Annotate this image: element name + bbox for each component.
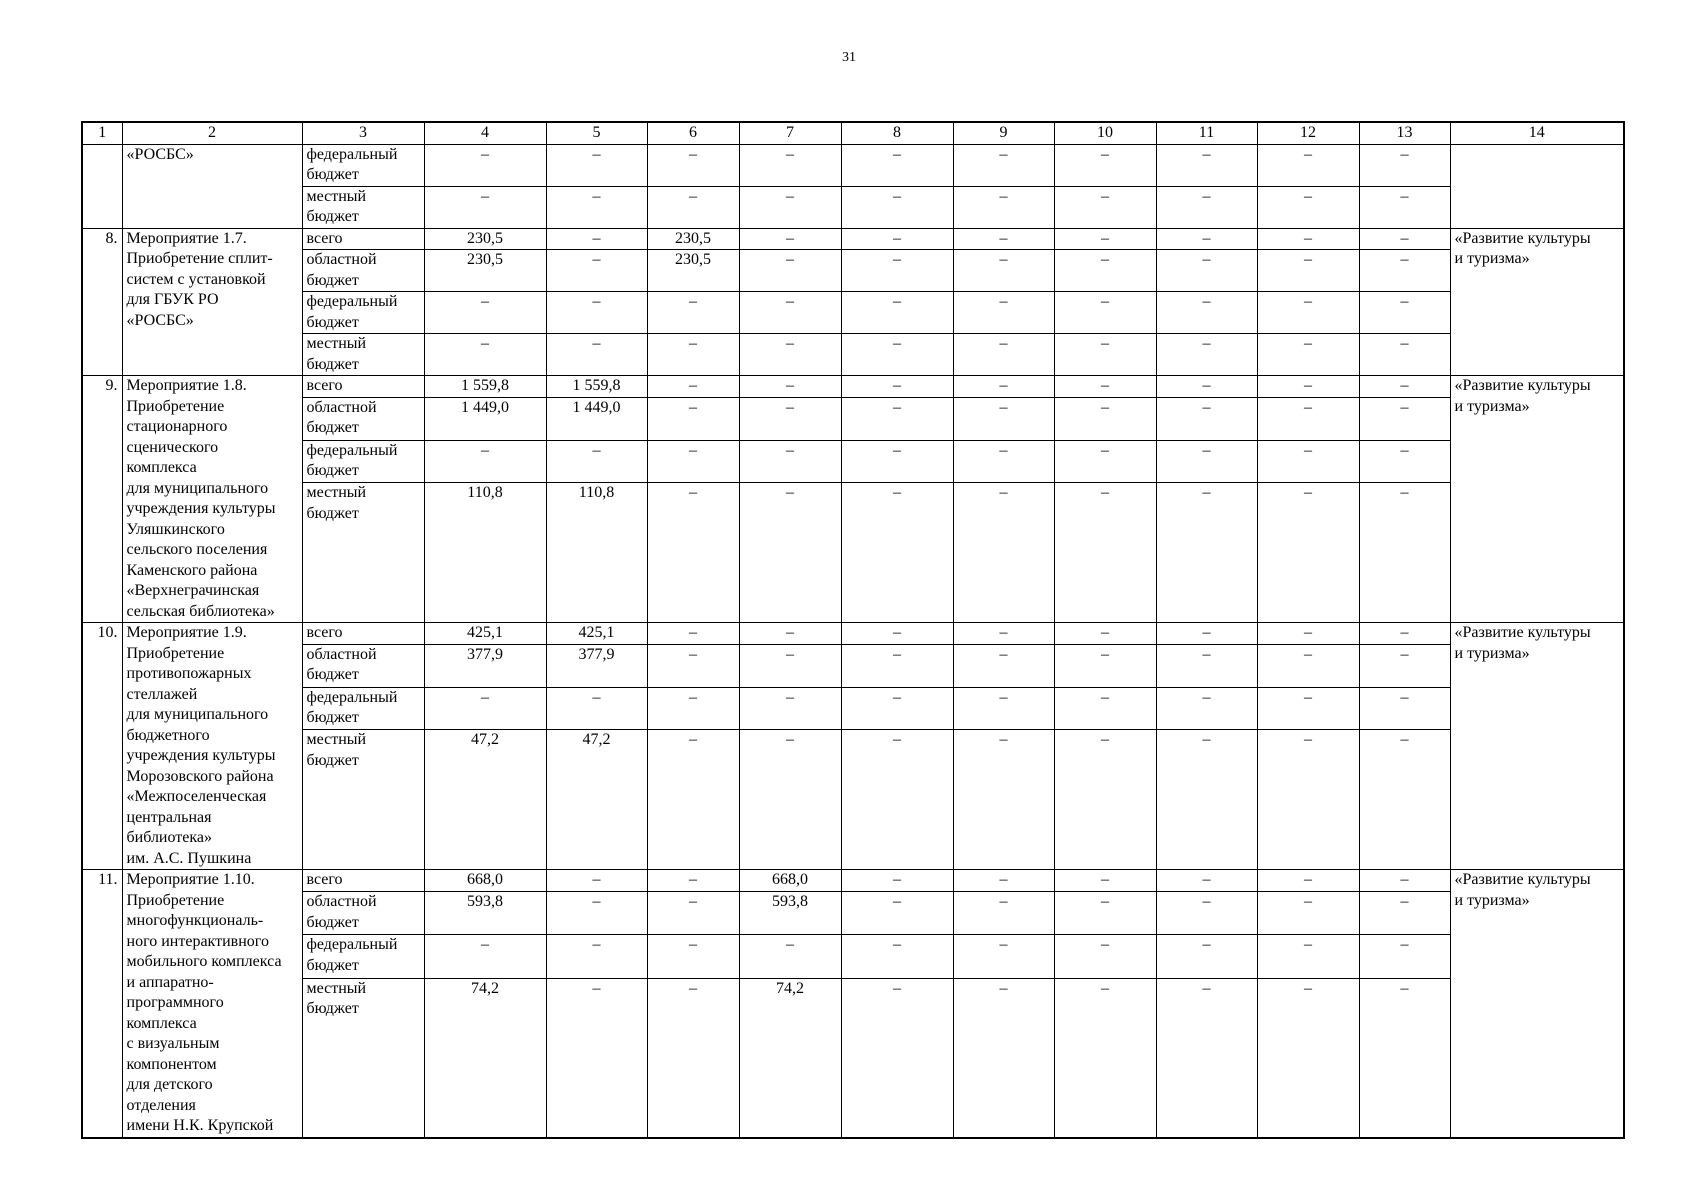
- amount-cell: –: [953, 870, 1054, 892]
- amount-cell: –: [841, 144, 953, 186]
- column-header: 9: [953, 122, 1054, 144]
- amount-cell: –: [1359, 644, 1450, 687]
- amount-cell: –: [1054, 334, 1156, 376]
- table-row: [82, 687, 1624, 730]
- budget-table: [81, 121, 1625, 1139]
- amount-cell: –: [647, 687, 739, 730]
- amount-cell: –: [841, 483, 953, 623]
- amount-cell: 593,8: [424, 892, 546, 935]
- amount-cell: –: [1054, 376, 1156, 398]
- column-header: 7: [739, 122, 841, 144]
- amount-cell: 668,0: [424, 870, 546, 892]
- row-number: 11.: [82, 870, 122, 1138]
- amount-cell: –: [739, 334, 841, 376]
- amount-cell: –: [1257, 334, 1359, 376]
- measure-name: Мероприятие 1.7. Приобретение сплит- систем с установкой для ГБУК РО «РОСБС»: [122, 228, 302, 376]
- amount-cell: –: [1054, 186, 1156, 228]
- amount-cell: –: [1257, 623, 1359, 645]
- amount-cell: –: [953, 376, 1054, 398]
- amount-cell: –: [739, 730, 841, 870]
- budget-source: всего: [302, 623, 424, 645]
- amount-cell: –: [841, 292, 953, 334]
- amount-cell: –: [1359, 334, 1450, 376]
- amount-cell: –: [1054, 730, 1156, 870]
- amount-cell: –: [1359, 687, 1450, 730]
- amount-cell: –: [739, 483, 841, 623]
- amount-cell: –: [953, 935, 1054, 978]
- budget-source: федеральный бюджет: [302, 687, 424, 730]
- amount-cell: –: [953, 644, 1054, 687]
- amount-cell: –: [1359, 483, 1450, 623]
- amount-cell: –: [1359, 978, 1450, 1137]
- amount-cell: –: [647, 644, 739, 687]
- amount-cell: –: [1359, 397, 1450, 440]
- amount-cell: –: [1156, 376, 1257, 398]
- amount-cell: 668,0: [739, 870, 841, 892]
- amount-cell: –: [841, 870, 953, 892]
- amount-cell: –: [841, 250, 953, 292]
- amount-cell: –: [647, 892, 739, 935]
- column-header: 5: [546, 122, 647, 144]
- amount-cell: 110,8: [424, 483, 546, 623]
- amount-cell: –: [546, 440, 647, 483]
- amount-cell: –: [1257, 644, 1359, 687]
- amount-cell: –: [1156, 935, 1257, 978]
- amount-cell: –: [739, 935, 841, 978]
- amount-cell: –: [424, 334, 546, 376]
- row-number: 10.: [82, 623, 122, 870]
- amount-cell: –: [739, 397, 841, 440]
- amount-cell: –: [953, 228, 1054, 250]
- amount-cell: –: [647, 978, 739, 1137]
- amount-cell: 110,8: [546, 483, 647, 623]
- amount-cell: –: [1156, 687, 1257, 730]
- amount-cell: –: [546, 186, 647, 228]
- amount-cell: –: [424, 292, 546, 334]
- amount-cell: –: [841, 440, 953, 483]
- table-row: [82, 644, 1624, 687]
- amount-cell: –: [953, 892, 1054, 935]
- amount-cell: –: [1054, 870, 1156, 892]
- budget-source: местный бюджет: [302, 730, 424, 870]
- amount-cell: –: [647, 397, 739, 440]
- amount-cell: –: [841, 687, 953, 730]
- column-header: 4: [424, 122, 546, 144]
- amount-cell: –: [424, 687, 546, 730]
- amount-cell: –: [647, 186, 739, 228]
- amount-cell: –: [1156, 870, 1257, 892]
- amount-cell: –: [647, 440, 739, 483]
- amount-cell: –: [1156, 228, 1257, 250]
- amount-cell: 74,2: [739, 978, 841, 1137]
- table-row: [82, 623, 1624, 645]
- amount-cell: 230,5: [647, 250, 739, 292]
- row-number: 8.: [82, 228, 122, 376]
- amount-cell: –: [1054, 483, 1156, 623]
- amount-cell: –: [1054, 228, 1156, 250]
- table-row: [82, 376, 1624, 398]
- amount-cell: –: [953, 483, 1054, 623]
- amount-cell: –: [953, 186, 1054, 228]
- amount-cell: –: [1156, 644, 1257, 687]
- program-name: «Развитие культуры и туризма»: [1450, 870, 1624, 1138]
- table-row: [82, 250, 1624, 292]
- amount-cell: –: [1054, 292, 1156, 334]
- amount-cell: –: [1054, 644, 1156, 687]
- budget-source: областной бюджет: [302, 250, 424, 292]
- amount-cell: –: [1359, 144, 1450, 186]
- amount-cell: –: [1054, 935, 1156, 978]
- amount-cell: 377,9: [424, 644, 546, 687]
- budget-source: всего: [302, 376, 424, 398]
- budget-source: всего: [302, 870, 424, 892]
- amount-cell: –: [953, 730, 1054, 870]
- amount-cell: –: [1257, 186, 1359, 228]
- amount-cell: –: [739, 644, 841, 687]
- amount-cell: –: [546, 250, 647, 292]
- amount-cell: –: [953, 292, 1054, 334]
- amount-cell: –: [647, 935, 739, 978]
- column-header: 10: [1054, 122, 1156, 144]
- amount-cell: –: [841, 334, 953, 376]
- table-row: [82, 292, 1624, 334]
- amount-cell: –: [546, 228, 647, 250]
- measure-name: Мероприятие 1.10. Приобретение многофункциональ- ного интерактивного мобильного комплекса и аппаратно- программного комплекса с визуальным компонентом для детского отделения имени Н.К. Крупской: [122, 870, 302, 1138]
- amount-cell: –: [647, 334, 739, 376]
- amount-cell: –: [1156, 334, 1257, 376]
- table-row: [82, 397, 1624, 440]
- amount-cell: –: [1257, 228, 1359, 250]
- table-row: [82, 144, 1624, 186]
- header-row: [82, 122, 1624, 144]
- amount-cell: –: [1054, 892, 1156, 935]
- amount-cell: –: [647, 870, 739, 892]
- amount-cell: –: [1156, 292, 1257, 334]
- amount-cell: 230,5: [424, 250, 546, 292]
- amount-cell: –: [1257, 144, 1359, 186]
- amount-cell: 377,9: [546, 644, 647, 687]
- amount-cell: –: [841, 186, 953, 228]
- budget-source: областной бюджет: [302, 644, 424, 687]
- amount-cell: –: [1359, 292, 1450, 334]
- amount-cell: –: [424, 935, 546, 978]
- amount-cell: –: [841, 730, 953, 870]
- table-row: [82, 978, 1624, 1137]
- amount-cell: –: [1054, 687, 1156, 730]
- amount-cell: –: [1359, 892, 1450, 935]
- amount-cell: 47,2: [424, 730, 546, 870]
- table-row: [82, 186, 1624, 228]
- amount-cell: –: [647, 144, 739, 186]
- program-name: «Развитие культуры и туризма»: [1450, 623, 1624, 870]
- amount-cell: –: [1054, 397, 1156, 440]
- amount-cell: –: [1359, 376, 1450, 398]
- column-header: 8: [841, 122, 953, 144]
- amount-cell: –: [953, 440, 1054, 483]
- amount-cell: 74,2: [424, 978, 546, 1137]
- amount-cell: –: [841, 397, 953, 440]
- budget-source: областной бюджет: [302, 397, 424, 440]
- amount-cell: –: [1156, 440, 1257, 483]
- amount-cell: –: [1257, 483, 1359, 623]
- amount-cell: –: [1156, 730, 1257, 870]
- column-header: 14: [1450, 122, 1624, 144]
- amount-cell: –: [841, 644, 953, 687]
- amount-cell: –: [1156, 144, 1257, 186]
- amount-cell: 230,5: [647, 228, 739, 250]
- budget-source: федеральный бюджет: [302, 440, 424, 483]
- amount-cell: –: [1156, 978, 1257, 1137]
- amount-cell: –: [546, 144, 647, 186]
- table-row: [82, 870, 1624, 892]
- amount-cell: –: [1257, 250, 1359, 292]
- amount-cell: –: [1054, 440, 1156, 483]
- budget-source: федеральный бюджет: [302, 292, 424, 334]
- amount-cell: –: [1257, 687, 1359, 730]
- measure-name: Мероприятие 1.9. Приобретение противопожарных стеллажей для муниципального бюджетного учреждения культуры Морозовского района «Межпоселенческая центральная библиотека» им. А.С. Пушкина: [122, 623, 302, 870]
- amount-cell: –: [841, 978, 953, 1137]
- amount-cell: –: [1359, 730, 1450, 870]
- amount-cell: 425,1: [546, 623, 647, 645]
- table-row: [82, 935, 1624, 978]
- amount-cell: –: [841, 892, 953, 935]
- column-header: 6: [647, 122, 739, 144]
- amount-cell: –: [1156, 250, 1257, 292]
- amount-cell: –: [1257, 440, 1359, 483]
- amount-cell: –: [739, 623, 841, 645]
- amount-cell: –: [1359, 935, 1450, 978]
- amount-cell: –: [953, 144, 1054, 186]
- amount-cell: –: [647, 623, 739, 645]
- column-header: 3: [302, 122, 424, 144]
- row-number: 9.: [82, 376, 122, 623]
- column-header: 11: [1156, 122, 1257, 144]
- amount-cell: –: [1257, 292, 1359, 334]
- amount-cell: 1 449,0: [546, 397, 647, 440]
- amount-cell: –: [1359, 250, 1450, 292]
- program-name: [1450, 144, 1624, 228]
- table-row: [82, 483, 1624, 623]
- amount-cell: –: [1054, 144, 1156, 186]
- budget-source: местный бюджет: [302, 334, 424, 376]
- amount-cell: –: [546, 935, 647, 978]
- amount-cell: –: [1156, 483, 1257, 623]
- budget-source: местный бюджет: [302, 978, 424, 1137]
- amount-cell: –: [546, 334, 647, 376]
- amount-cell: –: [739, 376, 841, 398]
- amount-cell: –: [1156, 186, 1257, 228]
- amount-cell: –: [1054, 250, 1156, 292]
- amount-cell: –: [1257, 730, 1359, 870]
- amount-cell: –: [1359, 186, 1450, 228]
- budget-source: местный бюджет: [302, 186, 424, 228]
- amount-cell: –: [1156, 397, 1257, 440]
- amount-cell: –: [647, 292, 739, 334]
- measure-name: «РОСБС»: [122, 144, 302, 228]
- table-row: [82, 892, 1624, 935]
- amount-cell: –: [739, 186, 841, 228]
- column-header: 1: [82, 122, 122, 144]
- amount-cell: –: [1156, 623, 1257, 645]
- amount-cell: –: [1359, 440, 1450, 483]
- table-row: [82, 228, 1624, 250]
- budget-source: всего: [302, 228, 424, 250]
- row-number: [82, 144, 122, 228]
- amount-cell: –: [424, 186, 546, 228]
- amount-cell: –: [647, 483, 739, 623]
- amount-cell: 425,1: [424, 623, 546, 645]
- table-body: [82, 122, 1624, 1138]
- amount-cell: –: [953, 978, 1054, 1137]
- table-row: [82, 440, 1624, 483]
- budget-source: областной бюджет: [302, 892, 424, 935]
- budget-source: местный бюджет: [302, 483, 424, 623]
- table-row: [82, 334, 1624, 376]
- column-header: 2: [122, 122, 302, 144]
- amount-cell: –: [739, 250, 841, 292]
- amount-cell: –: [546, 870, 647, 892]
- amount-cell: –: [1257, 870, 1359, 892]
- amount-cell: –: [424, 144, 546, 186]
- budget-source: федеральный бюджет: [302, 144, 424, 186]
- amount-cell: –: [1257, 397, 1359, 440]
- amount-cell: –: [1257, 978, 1359, 1137]
- table-row: [82, 730, 1624, 870]
- program-name: «Развитие культуры и туризма»: [1450, 376, 1624, 623]
- amount-cell: 230,5: [424, 228, 546, 250]
- amount-cell: –: [1359, 870, 1450, 892]
- amount-cell: –: [841, 228, 953, 250]
- amount-cell: –: [953, 623, 1054, 645]
- amount-cell: –: [739, 292, 841, 334]
- amount-cell: –: [546, 978, 647, 1137]
- amount-cell: –: [647, 730, 739, 870]
- amount-cell: –: [953, 397, 1054, 440]
- amount-cell: –: [546, 292, 647, 334]
- amount-cell: –: [1054, 978, 1156, 1137]
- amount-cell: –: [841, 935, 953, 978]
- page-number: 31: [842, 50, 856, 65]
- amount-cell: –: [953, 334, 1054, 376]
- amount-cell: –: [1359, 228, 1450, 250]
- amount-cell: 1 449,0: [424, 397, 546, 440]
- amount-cell: 1 559,8: [546, 376, 647, 398]
- amount-cell: –: [739, 440, 841, 483]
- amount-cell: –: [953, 687, 1054, 730]
- amount-cell: –: [1257, 376, 1359, 398]
- amount-cell: 47,2: [546, 730, 647, 870]
- amount-cell: –: [1054, 623, 1156, 645]
- amount-cell: –: [1359, 623, 1450, 645]
- amount-cell: –: [647, 376, 739, 398]
- amount-cell: 1 559,8: [424, 376, 546, 398]
- measure-name: Мероприятие 1.8. Приобретение стационарного сценического комплекса для муниципального учреждения культуры Уляшкинского сельского поселения Каменского района «Верхнеграчинская сельская библиотека»: [122, 376, 302, 623]
- column-header: 12: [1257, 122, 1359, 144]
- amount-cell: –: [953, 250, 1054, 292]
- column-header: 13: [1359, 122, 1450, 144]
- amount-cell: –: [841, 376, 953, 398]
- amount-cell: –: [1257, 892, 1359, 935]
- amount-cell: –: [739, 228, 841, 250]
- amount-cell: –: [841, 623, 953, 645]
- amount-cell: –: [739, 144, 841, 186]
- amount-cell: –: [1257, 935, 1359, 978]
- program-name: «Развитие культуры и туризма»: [1450, 228, 1624, 376]
- budget-source: федеральный бюджет: [302, 935, 424, 978]
- amount-cell: –: [546, 892, 647, 935]
- amount-cell: –: [546, 687, 647, 730]
- amount-cell: 593,8: [739, 892, 841, 935]
- amount-cell: –: [1156, 892, 1257, 935]
- amount-cell: –: [739, 687, 841, 730]
- amount-cell: –: [424, 440, 546, 483]
